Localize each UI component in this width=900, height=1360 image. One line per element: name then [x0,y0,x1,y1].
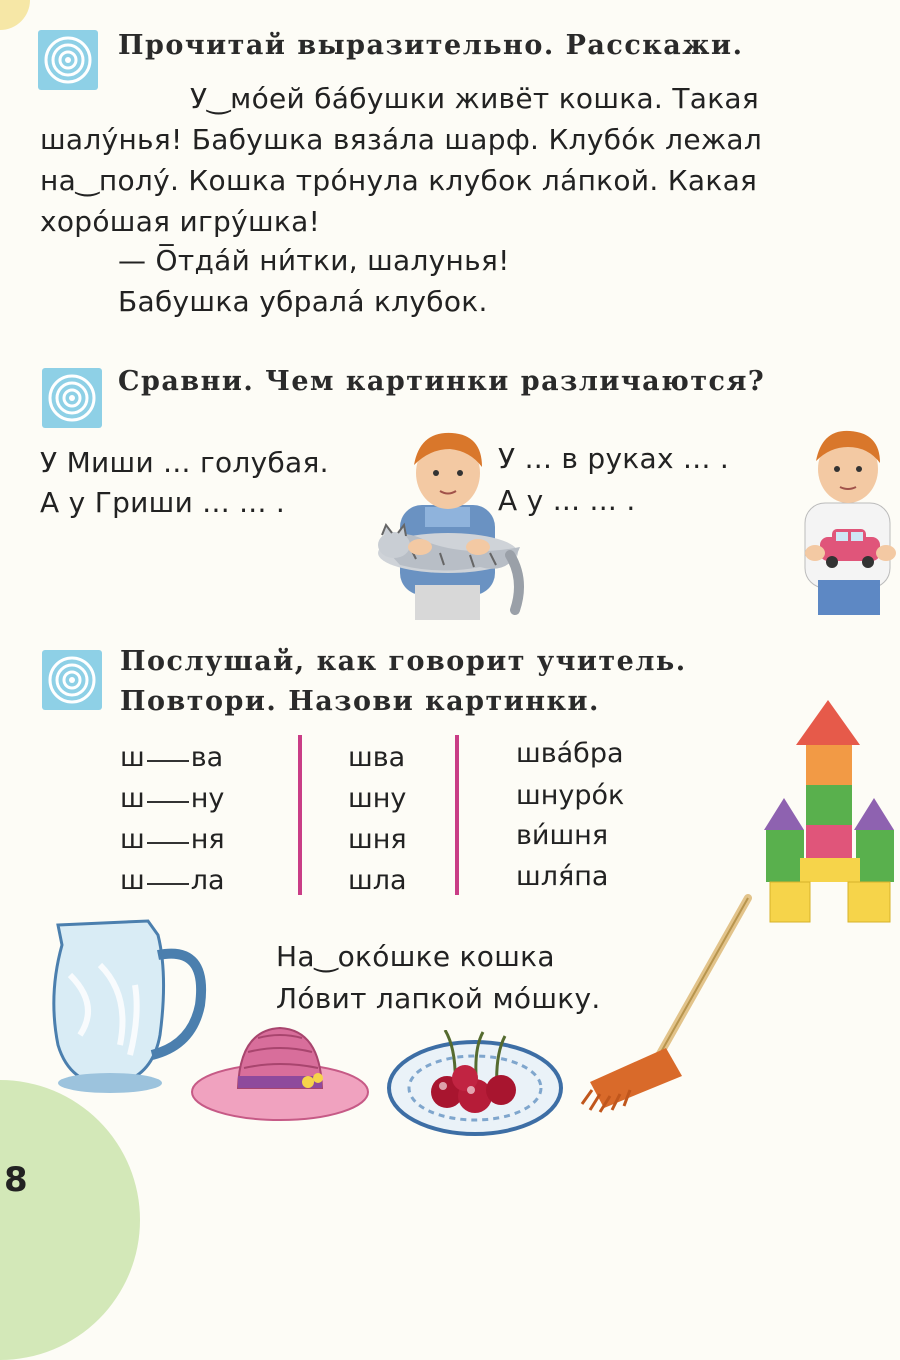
compare-left-line-2: А у Гриши ... ... . [40,486,286,519]
top-left-corner-decoration [0,0,30,30]
story-line-5: — О̅тда́й ни́тки, шалунья! [118,244,510,277]
section3-heading-line-1: Послушай, как говорит учитель. [120,646,687,677]
compare-right-line-1: У ... в руках ... . [498,442,730,475]
story-line-4: хоро́шая игру́шка! [40,205,321,238]
word: ви́шня [516,820,609,851]
word: шва́бра [516,738,624,769]
compare-right-line-2: А у ... ... . [498,484,636,517]
column-divider [298,735,302,895]
syllable-blank-row: ш ну [120,783,225,814]
boy-with-car-illustration [790,425,900,615]
poem-line-1: На‿око́шке кошка [276,940,555,973]
syllable: шня [348,824,407,855]
syllable-blank-row: ш ня [120,824,225,855]
boy-with-cat-illustration [370,425,530,625]
syllable-blank-row: ш ва [120,742,224,773]
story-line-2: шалу́нья! Бабушка вяза́ла шарф. Клубо́к лежал [40,123,763,156]
story-line-1: У‿мо́ей ба́бушки живёт кошка. Такая [190,82,760,115]
cherries-plate-illustration [385,1030,565,1140]
syllable: шва [348,742,406,773]
section2-heading: Сравни. Чем картинки различаются? [118,366,766,397]
word: шля́па [516,861,609,892]
page-number: 8 [4,1160,28,1200]
section3-heading-line-2: Повтори. Назови картинки. [120,686,600,717]
toy-blocks-castle-illustration [762,700,897,925]
hat-illustration [188,1020,373,1125]
syllable-blank-row: ш ла [120,865,225,896]
syllable: шну [348,783,407,814]
target-icon [38,30,98,90]
story-line-6: Бабушка убрала́ клубок. [118,285,488,318]
target-icon [42,368,102,428]
section1-heading: Прочитай выразительно. Расскажи. [118,30,744,61]
story-line-3: на‿полу́. Кошка тро́нула клубок ла́пкой. Какая [40,164,758,197]
compare-left-line-1: У Миши ... голубая. [40,446,329,479]
target-icon [42,650,102,710]
broom-illustration [570,890,760,1130]
word: шнуро́к [516,780,625,811]
syllable: шла [348,865,407,896]
poem-line-2: Ло́вит лапкой мо́шку. [276,982,601,1015]
column-divider [455,735,459,895]
page-corner-decoration [0,1080,140,1360]
